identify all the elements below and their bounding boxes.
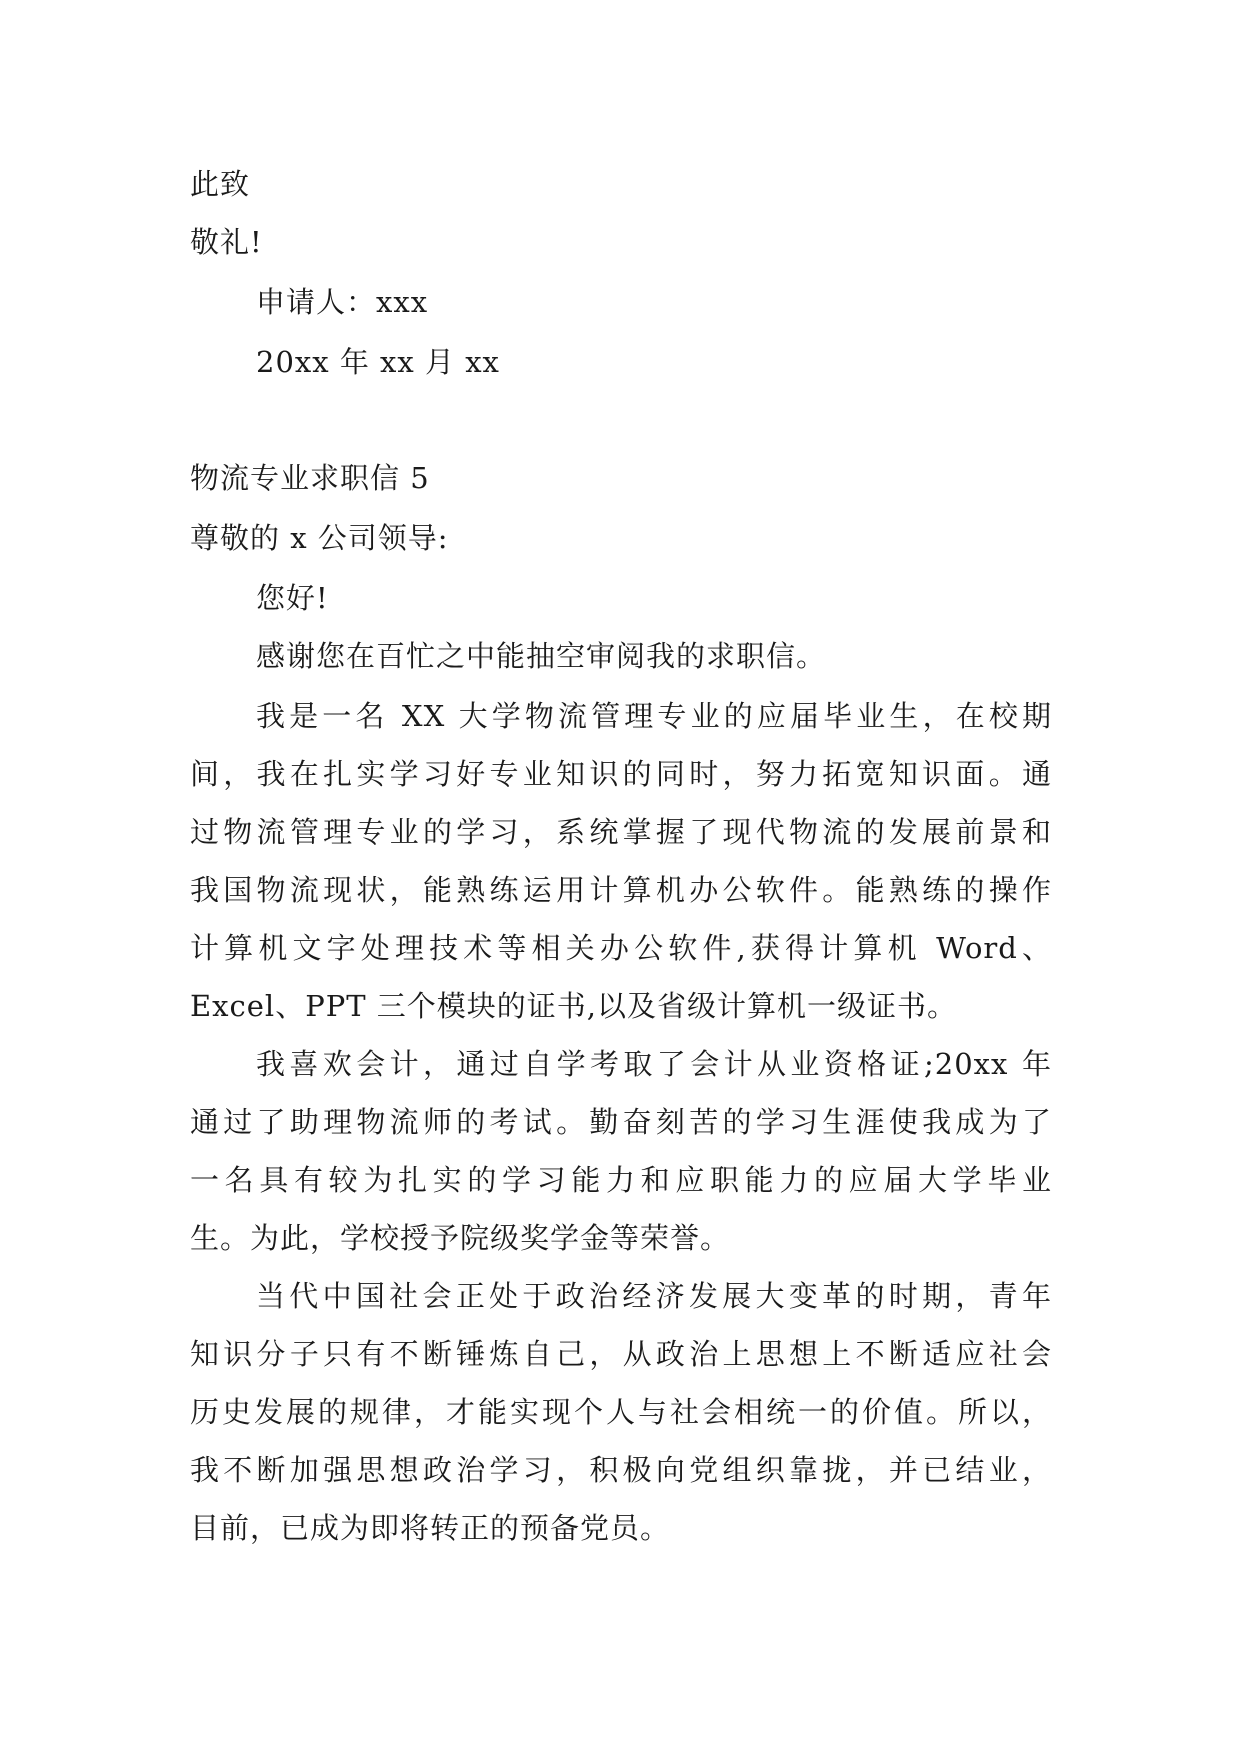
paragraph-3-line-2: 知识分子只有不断锤炼自己，从政治上思想上不断适应社会 xyxy=(190,1337,1052,1371)
letter-date: 20xx 年 xx 月 xx xyxy=(256,345,500,379)
paragraph-2-line-1: 我喜欢会计，通过自学考取了会计从业资格证;20xx 年 xyxy=(256,1047,1052,1081)
paragraph-2-line-3: 一名具有较为扎实的学习能力和应职能力的应届大学毕业 xyxy=(190,1163,1052,1197)
paragraph-3-line-1: 当代中国社会正处于政治经济发展大变革的时期，青年 xyxy=(256,1279,1052,1313)
salutation: 尊敬的 x 公司领导: xyxy=(190,521,449,555)
greeting: 您好! xyxy=(256,581,329,615)
paragraph-2-line-4: 生。为此，学校授予院级奖学金等荣誉。 xyxy=(190,1221,731,1255)
paragraph-1-line-2: 间，我在扎实学习好专业知识的同时，努力拓宽知识面。通 xyxy=(190,757,1052,791)
paragraph-1-line-3: 过物流管理专业的学习，系统掌握了现代物流的发展前景和 xyxy=(190,815,1052,849)
applicant-signature: 申请人：xxx xyxy=(256,285,429,319)
closing-line-1: 此致 xyxy=(190,167,251,201)
paragraph-1-line-4: 我国物流现状，能熟练运用计算机办公软件。能熟练的操作 xyxy=(190,873,1052,907)
closing-line-2: 敬礼! xyxy=(190,225,263,259)
paragraph-1-line-5: 计算机文字处理技术等相关办公软件,获得计算机 Word、 xyxy=(190,931,1052,965)
letter-title: 物流专业求职信 5 xyxy=(190,461,430,495)
paragraph-1-line-1: 我是一名 XX 大学物流管理专业的应届毕业生，在校期 xyxy=(256,699,1052,733)
paragraph-3-line-5: 目前，已成为即将转正的预备党员。 xyxy=(190,1511,671,1545)
paragraph-3-line-4: 我不断加强思想政治学习，积极向党组织靠拢，并已结业， xyxy=(190,1453,1052,1487)
paragraph-3-line-3: 历史发展的规律，才能实现个人与社会相统一的价值。所以， xyxy=(190,1395,1052,1429)
paragraph-1-line-6: Excel、PPT 三个模块的证书,以及省级计算机一级证书。 xyxy=(190,989,958,1023)
paragraph-2-line-2: 通过了助理物流师的考试。勤奋刻苦的学习生涯使我成为了 xyxy=(190,1105,1052,1139)
thanks-line: 感谢您在百忙之中能抽空审阅我的求职信。 xyxy=(256,639,827,673)
